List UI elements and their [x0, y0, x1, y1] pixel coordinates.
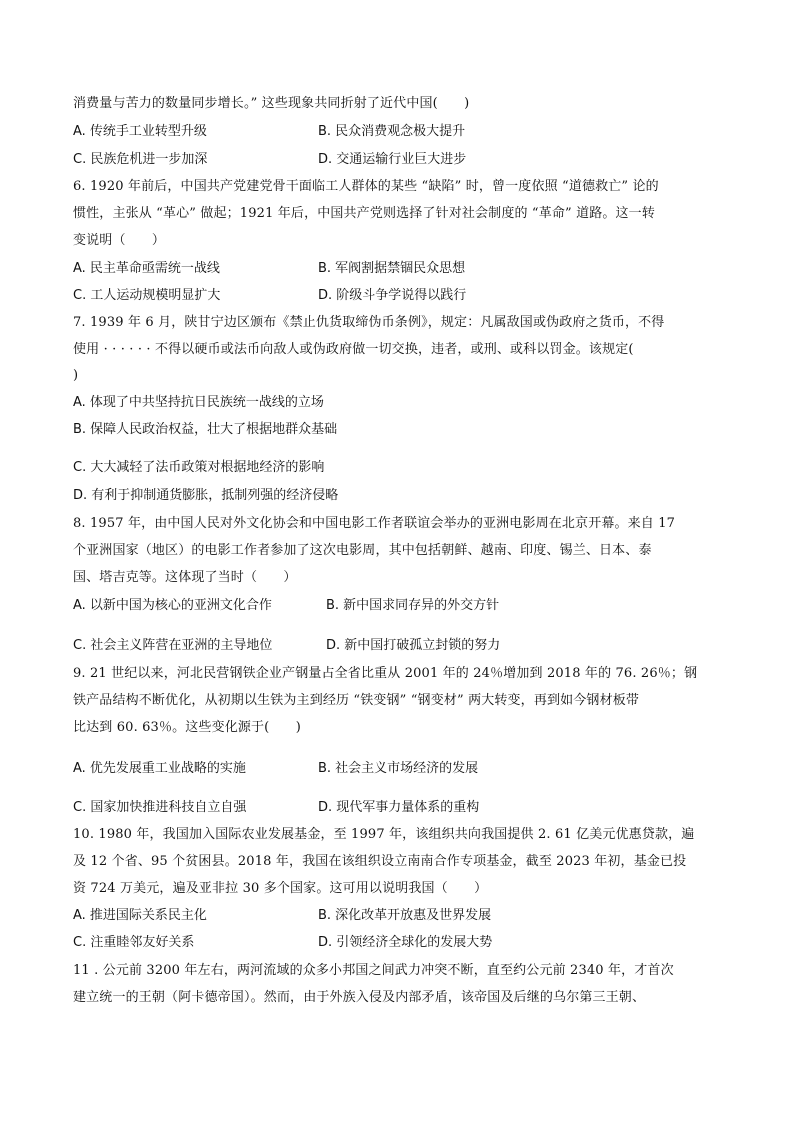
q10-stem-line-1: 10. 1980 年，我国加入国际农业发展基金，至 1997 年，该组织共向我国提供 2. 61 亿美元优惠贷款，遍	[73, 827, 695, 842]
q6-option-c[interactable]: C. 工人运动规模明显扩大	[73, 288, 221, 303]
q5-option-a[interactable]: A. 传统手工业转型升级	[73, 124, 207, 139]
q8-option-a[interactable]: A. 以新中国为核心的亚洲文化合作	[73, 598, 272, 613]
q7-stem-line-2: 使用 · · · · · · 不得以硬币或法币向敌人或伪政府做一切交换，违者，或刑、或科以罚金。该规定(	[73, 342, 634, 357]
q6-stem-line-1: 6. 1920 年前后，中国共产党建党骨干面临工人群体的某些 “缺陷” 时，曾一度依照 “道德救亡” 论的	[73, 179, 659, 194]
q10-option-b[interactable]: B. 深化改革开放惠及世界发展	[318, 908, 492, 923]
q6-option-d[interactable]: D. 阶级斗争学说得以践行	[318, 288, 467, 303]
q9-stem-line-2: 铁产品结构不断优化，从初期以生铁为主到经历 “铁变钢” “钢变材” 两大转变，再到如今钢材板带	[73, 693, 640, 708]
q9-option-a[interactable]: A. 优先发展重工业战略的实施	[73, 761, 246, 776]
q10-option-a[interactable]: A. 推进国际关系民主化	[73, 908, 207, 923]
q6-option-a[interactable]: A. 民主革命亟需统一战线	[73, 261, 220, 276]
q7-stem-line-1: 7. 1939 年 6 月，陕甘宁边区颁布《禁止仇货取缔伪币条例》，规定：凡属敌国或伪政府之货币，不得	[73, 315, 665, 330]
q8-stem-line-3: 国、塔吉克等。这体现了当时（ ）	[73, 570, 297, 585]
q5-option-d[interactable]: D. 交通运输行业巨大进步	[318, 152, 467, 167]
q5-option-b[interactable]: B. 民众消费观念极大提升	[318, 124, 466, 139]
q10-option-c[interactable]: C. 注重睦邻友好关系	[73, 935, 195, 950]
q9-stem-line-1: 9. 21 世纪以来，河北民营钢铁企业产钢量占全省比重从 2001 年的 24％增加到 2018 年的 76. 26％；钢	[73, 666, 698, 681]
q7-option-a[interactable]: A. 体现了中共坚持抗日民族统一战线的立场	[73, 395, 324, 410]
q8-stem-line-1: 8. 1957 年，由中国人民对外文化协会和中国电影工作者联谊会举办的亚洲电影周在北京开幕。来自 17	[73, 516, 676, 531]
q5-option-c[interactable]: C. 民族危机进一步加深	[73, 152, 208, 167]
q10-stem-line-3: 资 724 万美元，遍及亚非拉 30 多个国家。这可用以说明我国（ ）	[73, 881, 488, 896]
q8-option-b[interactable]: B. 新中国求同存异的外交方针	[326, 598, 500, 613]
q7-option-c[interactable]: C. 大大减轻了法币政策对根据地经济的影响	[73, 460, 325, 475]
q9-option-c[interactable]: C. 国家加快推进科技自立自强	[73, 800, 247, 815]
q8-option-c[interactable]: C. 社会主义阵营在亚洲的主导地位	[73, 638, 273, 653]
q8-option-d[interactable]: D. 新中国打破孤立封锁的努力	[326, 638, 501, 653]
q7-option-d[interactable]: D. 有利于抑制通货膨胀，抵制列强的经济侵略	[73, 488, 339, 503]
q5-stem-line: 消费量与苦力的数量同步增长。” 这些现象共同折射了近代中国( )	[73, 96, 470, 111]
q11-stem-line-2: 建立统一的王朝（阿卡德帝国）。然而，由于外族入侵及内部矛盾，该帝国及后继的乌尔第三王朝、	[73, 990, 646, 1005]
q9-option-b[interactable]: B. 社会主义市场经济的发展	[318, 761, 479, 776]
q9-stem-line-3: 比达到 60. 63％。这些变化源于( )	[73, 720, 301, 735]
q9-option-d[interactable]: D. 现代军事力量体系的重构	[318, 800, 480, 815]
q6-option-b[interactable]: B. 军阀割据禁锢民众思想	[318, 261, 466, 276]
q7-option-b[interactable]: B. 保障人民政治权益，壮大了根据地群众基础	[73, 422, 338, 437]
q6-stem-line-3: 变说明（ ）	[73, 233, 166, 248]
q7-stem-line-3: )	[73, 368, 79, 383]
q6-stem-line-2: 惯性，主张从 “革心” 做起；1921 年后，中国共产党则选择了针对社会制度的 “革命” 道路。这一转	[73, 206, 655, 221]
q8-stem-line-2: 个亚洲国家（地区）的电影工作者参加了这次电影周，其中包括朝鲜、越南、印度、锡兰、日本、泰	[73, 543, 652, 558]
q10-option-d[interactable]: D. 引领经济全球化的发展大势	[318, 935, 493, 950]
q10-stem-line-2: 及 12 个省、95 个贫困县。2018 年，我国在该组织设立南南合作专项基金，截至 2023 年初，基金已投	[73, 854, 687, 869]
q11-stem-line-1: 11 . 公元前 3200 年左右，两河流域的众多小邦国之间武力冲突不断，直至约公元前 2340 年，才首次	[73, 963, 674, 978]
